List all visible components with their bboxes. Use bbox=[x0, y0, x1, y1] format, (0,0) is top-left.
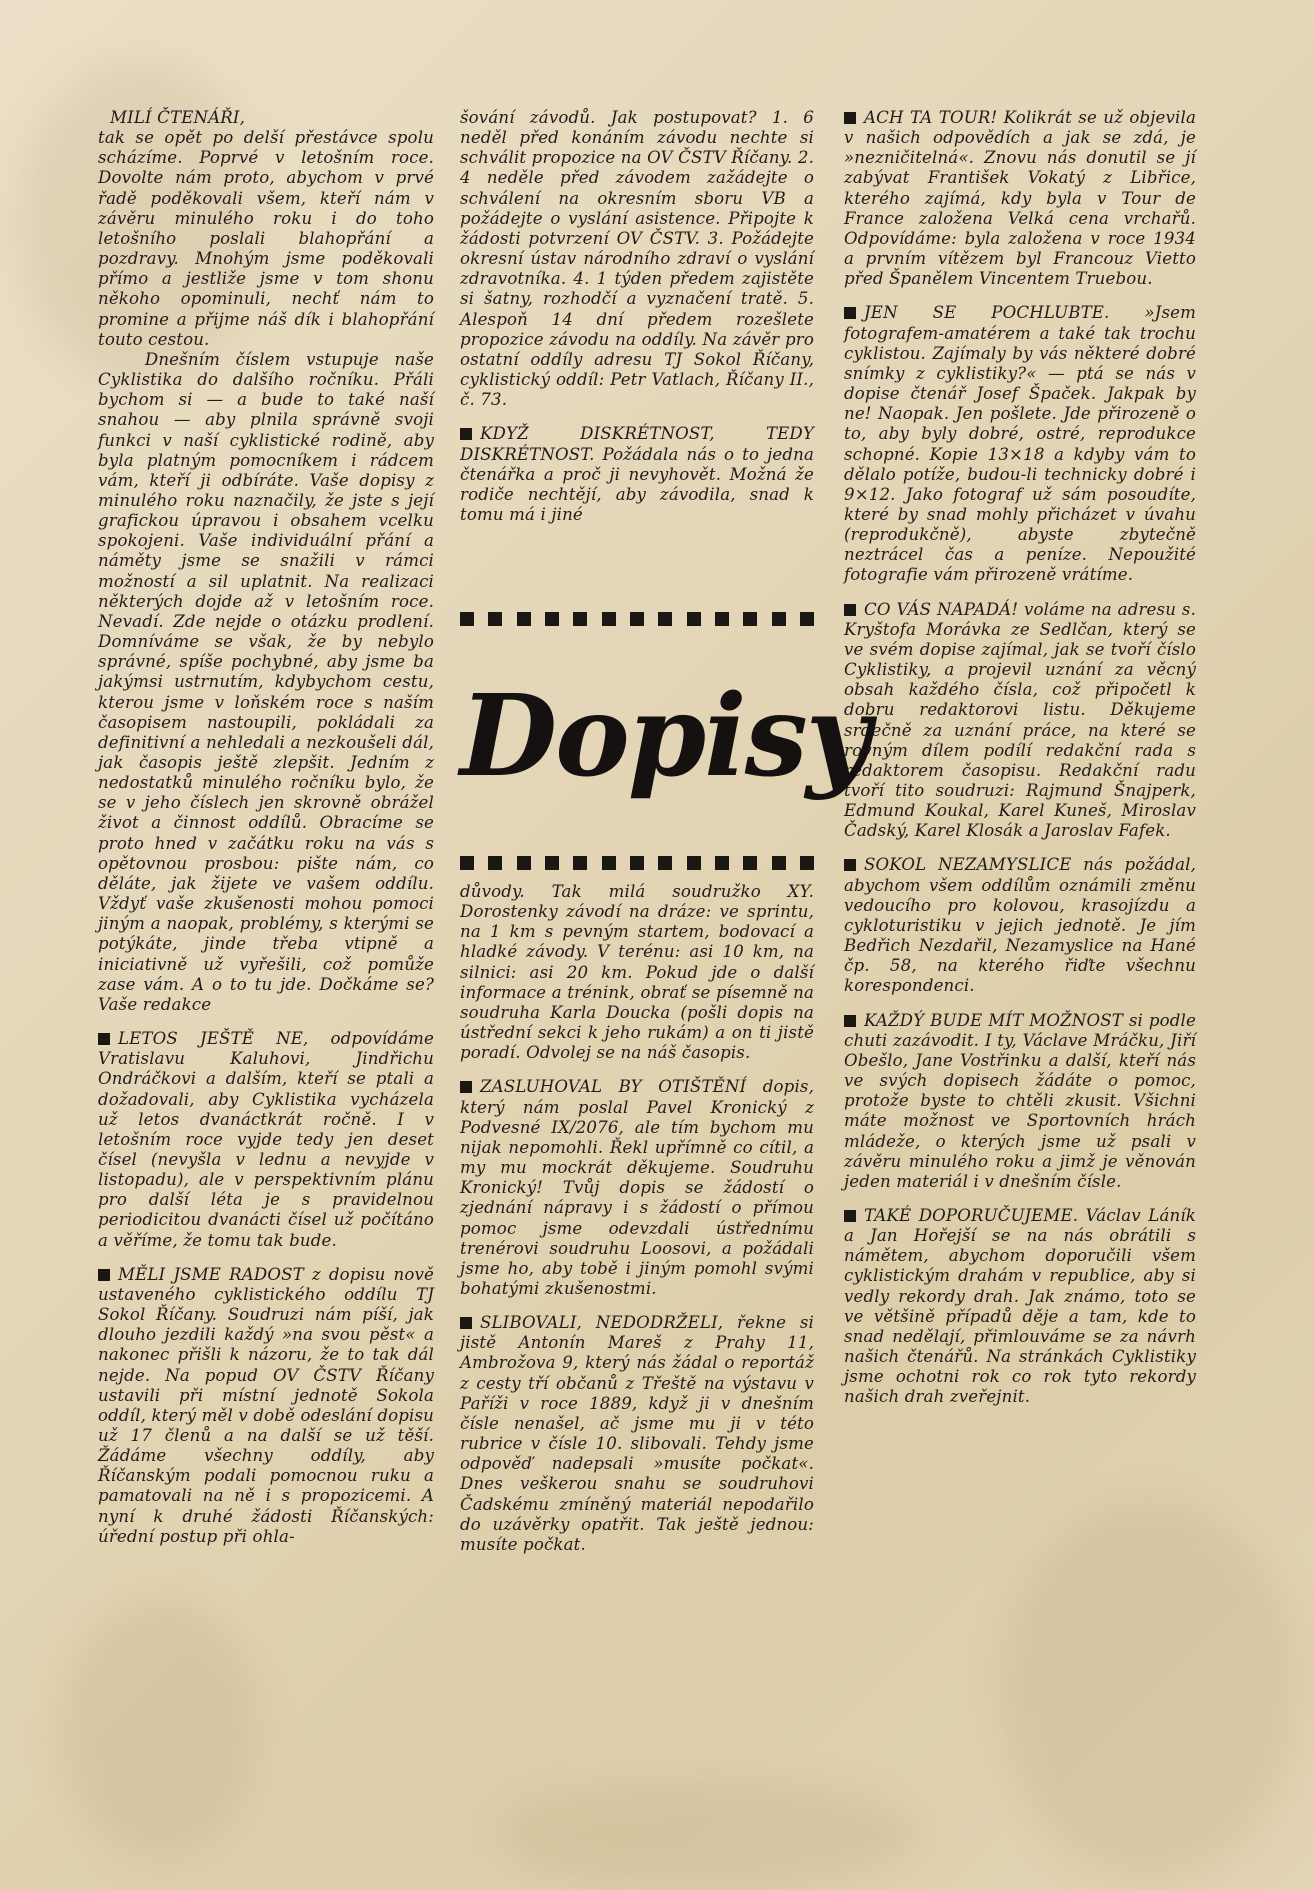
film-strip-dash bbox=[772, 612, 786, 626]
square-bullet-icon bbox=[844, 604, 856, 616]
letter-reply-paragraph bbox=[460, 1077, 820, 1299]
paragraph-gap bbox=[844, 289, 1196, 303]
film-strip-dash bbox=[573, 856, 587, 870]
film-strip-dash bbox=[488, 612, 502, 626]
body-paragraph: tak se opět po delší přestávce spolu scházíme. Poprvé v letošním roce. Dovolte nám proto, abychom v prvé řadě poděkovali všem, kteří nám v závěru minulého roku i do toho letošního poslali blahopřání a pozdravy. Mnohým jsme poděkovali přímo a jestliže jsme v tom shonu někoho opominuli, nechť nám to promine a přijme náš dík i blahopřání touto cestou. bbox=[98, 128, 440, 349]
film-strip-dash bbox=[630, 612, 644, 626]
film-strip-dash bbox=[772, 856, 786, 870]
body-paragraph: Dnešním číslem vstupuje naše Cyklistika do dalšího ročníku. Přáli bychom si — a bude to také naší snahou — aby plnila správně svoji funkci v naší cyklistické rodině, aby byla platným pomocníkem i rádcem vám, kteří ji odbíráte. Vaše dopisy z minulého roku naznačily, že jste s její grafickou úpravou i obsahem vcelku spokojeni. Vaše individuální přání a náměty jsme se snažili v rámci možností a sil uplatnit. Na realizaci některých dojde až v letošním roce. Nevadí. Zde nejde o otázku prodlení. Domníváme se však, že by nebylo správné, spíše pochybné, aby jsme ba jakýmsi ustrnutím, kdybychom cestu, kterou jsme v loňském roce s naším časopisem nastoupili, pokládali za definitivní a nehledali a nezkoušeli dál, jak časopis ještě zlepšit. Jedním z nedostatků minulého ročníku bylo, že se v jeho číslech jen skrovně obrážel život a činnost oddílů. Obracíme se proto hned v začátku roku na vás s opětovnou prosbou: pište nám, co děláte, jak žijete ve vašem oddílu. Vždyť vaše zkušenosti mohou pomoci jiným a naopak, problémy, s kterými se potýkáte, jinde třeba vtipně a iniciativně už vyřešili, což pomůže zase vám. A o to tu jde. Dočkáme se? Vaše redakce bbox=[98, 349, 489, 1014]
paragraph-text: JEN SE POCHLUBTE. »Jsem fotografem-amatérem a také tak trochu cyklistou. Zajímaly by vás některé dobré snímky z cyklistiky?« — ptá se nás v dopise čtenář Josef Špaček. Jakpak by ne! Naopak. Jen pošlete. Jde přirozeně o to, aby byly dobré, ostré, reprodukce schopné. Kopie 13×18 a kdyby vám to dělalo potíže, budou-li technicky dobré i 9×12. Jako fotograf už sám posoudíte, které by snad mohly přicházet v úvahu (reprodukčně), abyste zbytečně neztrácel čas a peníze. Nepoužité fotografie vám přirozeně vrátíme. bbox=[844, 303, 1202, 585]
square-bullet-icon bbox=[844, 1015, 856, 1027]
paragraph-text: ACH TA TOUR! Kolikrát se už objevila v našich odpovědích a jak se zdá, je »nezničitelná«. Znovu nás donutil se jí zabývat František Vokatý z Libřice, kterého zajímá, kdy byla v Tour de France založena Velká cena vrchařů. Odpovídáme: byla založena v roce 1934 a prvním vítězem byl Francouz Vietto před Španělem Vincentem Truebou. bbox=[844, 108, 1202, 289]
paragraph-gap bbox=[98, 1015, 434, 1029]
square-bullet-icon bbox=[98, 1269, 110, 1281]
film-strip-dash bbox=[715, 612, 729, 626]
paragraph-text: KAŽDÝ BUDE MÍT MOŽNOST si podle chuti zazávodit. I ty, Václave Mráčku, Jiří Obešlo, Jane Vostřinku a další, kteří nás ve svých dopisech žádáte o pomoc, protože byste to chtěli zkusit. Všichni máte možnost ve Sportovních hrách mládeže, o kterých jsme už psali v závěru minulého roku a jimž je věnován jeden materiál i v dnešním čísle. bbox=[844, 1010, 1202, 1191]
paragraph-gap bbox=[844, 841, 1196, 855]
film-strip-dash bbox=[517, 856, 531, 870]
film-strip-dash bbox=[715, 856, 729, 870]
film-strip-top bbox=[460, 612, 814, 626]
letter-reply-paragraph bbox=[844, 1205, 1202, 1408]
middle-top-block bbox=[460, 108, 820, 525]
square-bullet-icon bbox=[844, 1210, 856, 1222]
square-bullet-icon bbox=[460, 428, 472, 440]
square-bullet-icon bbox=[844, 307, 856, 319]
film-strip-bottom bbox=[460, 856, 814, 870]
square-bullet-icon bbox=[460, 1081, 472, 1093]
film-strip-dash bbox=[460, 612, 474, 626]
film-strip-dash bbox=[602, 612, 616, 626]
square-bullet-icon bbox=[844, 859, 856, 871]
square-bullet-icon bbox=[460, 1317, 472, 1329]
film-strip-dash bbox=[800, 856, 814, 870]
letter-reply-paragraph bbox=[98, 1264, 440, 1547]
paragraph-text: ZASLUHOVAL BY OTIŠTĚNÍ dopis, který nám poslal Pavel Kronický z Podvesné IX/2076, ale tím bychom mu nijak nepomohli. Řekl upřímně co cítil, a my mu mockrát děkujeme. Soudruhu Kronický! Tvůj dopis se žádostí o zjednání nápravy i s žádostí o přímou pomoc jsme odevzdali ústřednímu trenérovi soudruhu Loosovi, a požádali jsme ho, aby tobě i jiným pomohl svými bohatými zkušenostmi. bbox=[460, 1077, 820, 1298]
paragraph-gap bbox=[844, 1192, 1196, 1206]
film-strip-dash bbox=[630, 856, 644, 870]
film-strip-dash bbox=[517, 612, 531, 626]
body-paragraph: šování závodů. Jak postupovat? 1. 6 neděl před konáním závodu nechte si schválit propozice na OV ČSTV Říčany. 2. 4 neděle před závodem zažádejte o schválení na okresním sboru VB a požádejte o vyslání asistence. Připojte k žádosti potvrzení OV ČSTV. 3. Požádejte okresní ústav národního zdraví o vyslání zdravotníka. 4. 1 týden předem zajistěte si šatny, rozhodčí a vyznačení tratě. 5. Alespoň 14 dní předem rozešlete propozice závodu na oddíly. Na závěr pro ostatní oddíly adresu TJ Sokol Říčany, cyklistický oddíl: Petr Vatlach, Říčany II., č. 73. bbox=[460, 108, 820, 410]
paragraph-gap bbox=[98, 1251, 434, 1265]
greeting-title: MILÍ ČTENÁŘI, bbox=[110, 108, 246, 127]
paragraph-text: SLIBOVALI, NEDODRŽELI, řekne si jistě Antonín Mareš z Prahy 11, Ambrožova 9, který nás žádal o reportáž z cesty tří občanů z Třeště na výstavu v Paříži v roce 1889, když ji v dnešním čísle nenašel, ač jsme mu ji v této rubrice v čísle 10. slibovali. Tehdy jsme odpověď nadepsali »musíte počkat«. Dnes veškerou snahu se soudruhovi Čadskému zmíněný materiál nepodařilo do uzávěrky opatřit. Tak ještě jednou: musíte počkat. bbox=[460, 1313, 820, 1554]
film-strip-dash bbox=[602, 856, 616, 870]
film-strip-dash bbox=[658, 856, 672, 870]
paragraph-gap bbox=[460, 1299, 814, 1313]
paragraph-text: MĚLI JSME RADOST z dopisu nově ustaveného cyklistického oddílu TJ Sokol Říčany. Soudruzi nám píší, jak dlouho jezdili každý »na svou pěst« a nakonec přišli k názoru, že to tak dál nejde. Na popud OV ČSTV Říčany ustavili při místní jednotě Sokola oddíl, který měl v době odeslání dopisu už 17 členů a na další se už těší. Žádáme všechny oddíly, aby Říčanským podali pomocnou ruku a pamatovali na ně i s propozicemi. A nyní k druhé žádosti Říčanských: úřední postup při ohla- bbox=[98, 1264, 440, 1546]
film-strip-dash bbox=[743, 612, 757, 626]
film-strip-dash bbox=[743, 856, 757, 870]
film-strip-dash bbox=[460, 856, 474, 870]
letter-reply-paragraph bbox=[844, 855, 1202, 996]
letter-reply-paragraph bbox=[98, 1029, 440, 1251]
column-right bbox=[844, 108, 1202, 1408]
column-left bbox=[98, 108, 489, 1547]
paragraph-gap bbox=[844, 586, 1196, 600]
film-strip-dash bbox=[800, 612, 814, 626]
letter-reply-paragraph bbox=[844, 599, 1202, 842]
paragraph-text: TAKÉ DOPORUČUJEME. Václav Láník a Jan Hořejší se na nás obrátili s námětem, abychom doporučili všem cyklistickým drahám v republice, aby si vedly rekordy drah. Jak známo, toto se ve většině případů děje a tam, kde to snad nedělají, přimlouváme se za návrh našich čtenářů. Na stránkách Cyklistiky jsme ochotni rok co rok tyto rekordy našich drah zveřejnit. bbox=[844, 1205, 1202, 1407]
dopisy-logo bbox=[460, 612, 869, 870]
letter-reply-paragraph bbox=[844, 1010, 1202, 1192]
letter-reply-paragraph bbox=[460, 1313, 820, 1555]
paragraph-gap bbox=[460, 1063, 814, 1077]
square-bullet-icon bbox=[844, 112, 856, 124]
film-strip-dash bbox=[687, 612, 701, 626]
letter-reply-paragraph bbox=[844, 108, 1202, 289]
paragraph-gap bbox=[844, 997, 1196, 1011]
dopisy-logo-word: Dopisy bbox=[460, 671, 869, 802]
paragraph-text: KDYŽ DISKRÉTNOST, TEDY DISKRÉTNOST. Požádala nás o to jedna čtenářka a proč ji nevyhovět. Možná že rodiče nechtějí, aby závodila, snad k tomu má i jiné bbox=[460, 424, 820, 524]
film-strip-dash bbox=[545, 856, 559, 870]
paragraph-text: LETOS JEŠTĚ NE, odpovídáme Vratislavu Kaluhovi, Jindřichu Ondráčkovi a dalším, kteří se ptali a dožadovali, aby Cyklistika vycházela už letos dvanáctkrát ročně. I v letošním roce vyjde tedy jen deset čísel (nevyšla v lednu a nevyjde v listopadu), ale v perspektivním plánu pro další léta je s pravidelnou periodicitou dvanácti čísel už počítáno a věříme, že tomu tak bude. bbox=[98, 1029, 440, 1250]
paragraph-gap bbox=[460, 410, 814, 424]
film-strip-dash bbox=[658, 612, 672, 626]
film-strip-dash bbox=[687, 856, 701, 870]
body-paragraph: důvody. Tak milá soudružko XY. Dorostenky závodí na dráze: ve sprintu, na 1 km s pevným startem, bodovací a hladké závody. V terénu: asi 10 km, na silnici: asi 20 km. Pokud jde o další informace a trénink, obrať se písemně na soudruha Karla Doucka (pošli dopis na ústřední sekci k jeho rukám) a on ti jistě poradí. Odvolej se na náš časopis. bbox=[460, 882, 820, 1063]
film-strip-dash bbox=[545, 612, 559, 626]
letter-reply-paragraph bbox=[460, 424, 820, 525]
film-strip-dash bbox=[488, 856, 502, 870]
paragraph-text: SOKOL NEZAMYSLICE nás požádal, abychom všem oddílům oznámili změnu vedoucího pro kolovou, krasojízdu a cykloturistiku v jejich jednotě. Je jím Bedřich Nezdařil, Nezamyslice na Hané čp. 58, na kterého řiďte všechnu korespondenci. bbox=[844, 855, 1202, 996]
letter-reply-paragraph bbox=[844, 303, 1202, 585]
paragraph-text: CO VÁS NAPADÁ! voláme na adresu s. Kryštofa Morávka ze Sedlčan, který se ve svém dopise zajímal, jak se tvoří číslo Cyklistiky, a projevil uznání za věcný obsah každého čísla, což připočetl k dobru redaktorovi listu. Děkujeme srdečně za uznání práce, na které se rovným dílem podílí redakční rada s redaktorem časopisu. Redakční radu tvoří tito soudruzi: Rajmund Šnajperk, Edmund Koukal, Karel Kuneš, Miroslav Čadský, Karel Klosák a Jaroslav Fafek. bbox=[844, 599, 1202, 841]
square-bullet-icon bbox=[98, 1033, 110, 1045]
middle-bottom-block bbox=[460, 882, 820, 1555]
film-strip-dash bbox=[573, 612, 587, 626]
